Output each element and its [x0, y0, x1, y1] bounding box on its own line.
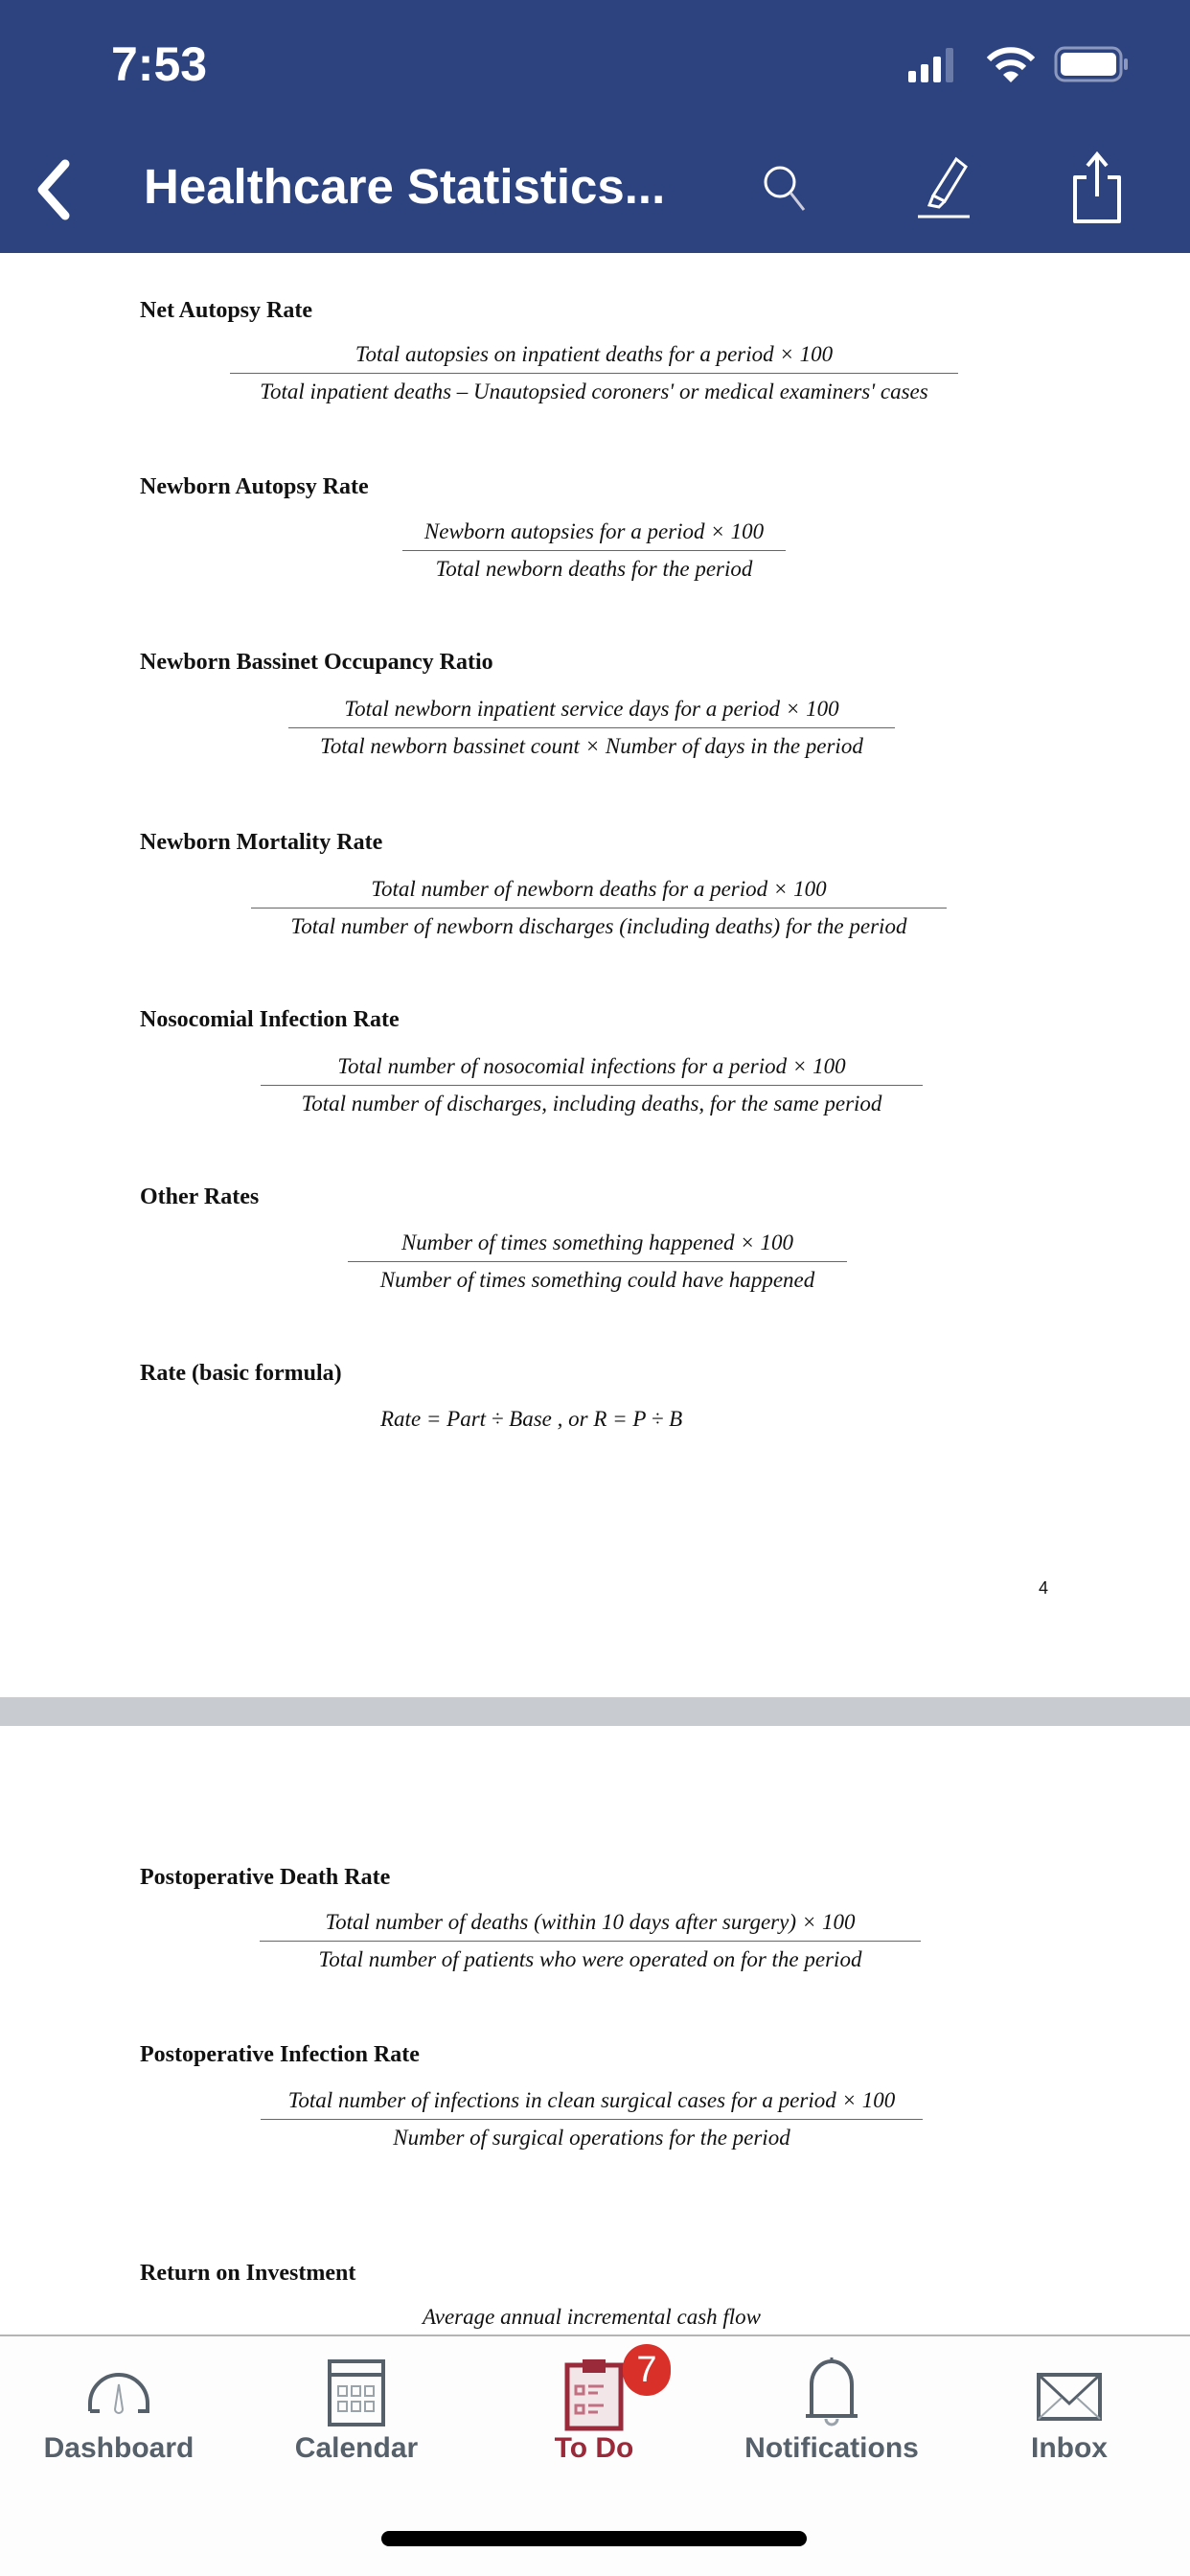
dashboard-icon	[80, 2356, 157, 2423]
tab-inbox[interactable]	[950, 2336, 1188, 2499]
tab-label: To Do	[554, 2432, 634, 2464]
numerator: Total newborn inpatient service days for a period × 100	[288, 697, 895, 728]
search-icon[interactable]	[761, 163, 809, 215]
tab-label: Calendar	[294, 2432, 419, 2464]
formula-heading: Postoperative Death Rate	[140, 1865, 391, 1890]
formula-fraction	[230, 342, 958, 404]
denominator: Total number of patients who were operated on for the period	[318, 1947, 862, 1971]
denominator: Number of times something could have happened	[379, 1268, 815, 1292]
wifi-icon	[987, 46, 1035, 84]
formula-text: Rate = Part ÷ Base , or R = P ÷ B	[380, 1407, 683, 1431]
clipboard-icon	[563, 2356, 625, 2432]
document-title: Healthcare Statistics...	[144, 159, 666, 214]
formula-heading: Newborn Bassinet Occupancy Ratio	[140, 650, 493, 675]
numerator: Newborn autopsies for a period × 100	[402, 519, 786, 551]
numerator: Total number of infections in clean surgical cases for a period × 100	[261, 2088, 923, 2120]
formula-heading: Postoperative Infection Rate	[140, 2042, 420, 2067]
page-number: 4	[1039, 1578, 1049, 1598]
numerator: Total number of deaths (within 10 days after surgery) × 100	[260, 1910, 921, 1942]
numerator: Average annual incremental cash flow	[422, 2305, 762, 2329]
signal-icon	[908, 48, 970, 82]
highlighter-icon[interactable]	[910, 153, 977, 220]
formula-fraction	[260, 1910, 921, 1972]
home-indicator	[381, 2531, 807, 2546]
denominator: Total number of discharges, including deaths, for the same period	[301, 1092, 882, 1116]
tab-label: Dashboard	[43, 2432, 195, 2464]
bell-icon	[798, 2356, 865, 2432]
numerator: Number of times something happened × 100	[348, 1230, 847, 1262]
formula-heading: Nosocomial Infection Rate	[140, 1007, 400, 1032]
formula-heading: Rate (basic formula)	[140, 1361, 342, 1386]
denominator: Total inpatient deaths – Unautopsied coroners' or medical examiners' cases	[260, 380, 928, 403]
share-icon[interactable]	[1064, 149, 1131, 225]
numerator: Total autopsies on inpatient deaths for a period × 100	[230, 342, 958, 374]
denominator: Total newborn deaths for the period	[435, 557, 753, 581]
envelope-icon	[1033, 2356, 1106, 2423]
formula-heading: Return on Investment	[140, 2261, 356, 2286]
formula-fraction	[402, 519, 786, 582]
formula-heading: Newborn Mortality Rate	[140, 830, 383, 855]
denominator: Number of surgical operations for the period	[393, 2126, 790, 2150]
tab-label: Notifications	[744, 2432, 919, 2464]
battery-icon	[1054, 46, 1131, 84]
formula-fraction	[261, 2088, 923, 2150]
pdf-viewer[interactable]	[0, 253, 1190, 2334]
formula-fraction	[288, 697, 895, 759]
numerator: Total number of newborn deaths for a period × 100	[251, 877, 947, 908]
denominator: Total newborn bassinet count × Number of days in the period	[320, 734, 863, 758]
formula-fraction	[251, 877, 947, 939]
tab-to-do[interactable]	[475, 2336, 713, 2499]
page-separator	[0, 1697, 1190, 1726]
nav-header	[0, 0, 1190, 253]
denominator: Total number of newborn discharges (including deaths) for the period	[290, 914, 907, 938]
tab-notifications[interactable]	[713, 2336, 950, 2499]
formula-heading: Net Autopsy Rate	[140, 298, 312, 323]
formula-heading: Newborn Autopsy Rate	[140, 474, 369, 499]
tab-label: Inbox	[1031, 2432, 1108, 2464]
status-time: 7:53	[111, 37, 208, 91]
tab-calendar[interactable]	[238, 2336, 475, 2499]
formula-fraction	[348, 1230, 847, 1293]
back-icon[interactable]	[34, 158, 73, 221]
formula-heading: Other Rates	[140, 1184, 260, 1209]
todo-count-badge: 7	[623, 2344, 671, 2396]
numerator: Total number of nosocomial infections for a period × 100	[261, 1054, 923, 1086]
formula-fraction	[261, 1054, 923, 1116]
calendar-icon	[326, 2356, 387, 2428]
tab-dashboard[interactable]	[0, 2336, 238, 2499]
formula-fraction	[261, 2305, 923, 2334]
